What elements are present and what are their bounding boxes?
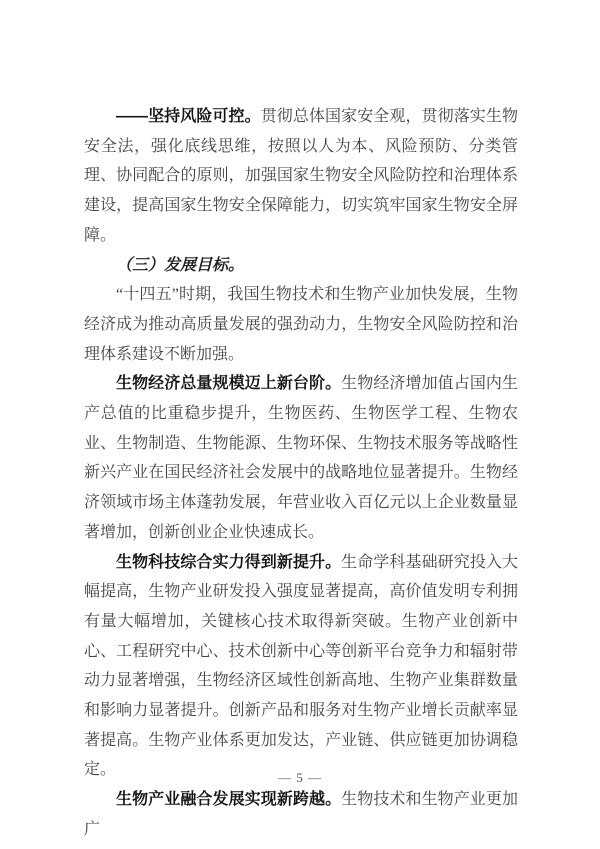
para-industry-integration-lead: 生物产业融合发展实现新跨越。 — [116, 791, 342, 809]
para-risk-control — [84, 102, 518, 251]
heading-development-goals-text: （三）发展目标。 — [116, 256, 245, 274]
para-sci-tech-strength — [84, 548, 518, 786]
para-economy-scale — [84, 369, 518, 547]
para-145-period-body: “十四五”时期，我国生物技术和生物产业加快发展，生物经济成为推动高质量发展的强劲动力，生物安全风险防控和治理体系建设不断加强。 — [84, 286, 518, 363]
para-risk-control-lead: ——坚持风险可控。 — [116, 108, 261, 125]
document-text-block — [84, 102, 518, 845]
para-145-period — [84, 280, 518, 369]
para-economy-scale-lead: 生物经济总量规模迈上新台阶。 — [116, 375, 342, 393]
para-economy-scale-body: 生物经济增加值占国内生产总值的比重稳步提升，生物医药、生物医学工程、生物农业、生物制造、生物能源、生物环保、生物技术服务等战略性新兴产业在国民经济社会发展中的战略地位显著提升。生物经济领域市场主体蓬勃发展，年营业收入百亿元以上企业数量显著增加，创新创业企业快速成长。 — [84, 375, 518, 541]
para-sci-tech-strength-lead: 生物科技综合实力得到新提升。 — [116, 553, 342, 571]
para-sci-tech-strength-body: 生命学科基础研究投入大幅提高，生物产业研发投入强度显著提高，高价值发明专利拥有量大幅增加，关键核心技术取得新突破。生物产业创新中心、工程研究中心、技术创新中心等创新平台竞争力和辐射带动力显著增强，生物经济区域性创新高地、生物产业集群数量和影响力显著提升。创新产品和服务对生物产业增长贡献率显著提高。生物产业体系更加发达，产业链、供应链更加协调稳定。 — [84, 553, 518, 779]
heading-development-goals — [84, 251, 518, 281]
para-industry-integration-body: 生物技术和生物产业更加广 — [84, 791, 518, 838]
para-industry-integration — [84, 785, 518, 844]
page-number: — 5 — — [278, 770, 322, 785]
para-risk-control-body: 贯彻总体国家安全观，贯彻落实生物安全法，强化底线思维，按照以人为本、风险预防、分类管理、协同配合的原则，加强国家生物安全风险防控和治理体系建设，提高国家生物安全保障能力，切实筑牢国家生物安全屏障。 — [84, 108, 518, 244]
